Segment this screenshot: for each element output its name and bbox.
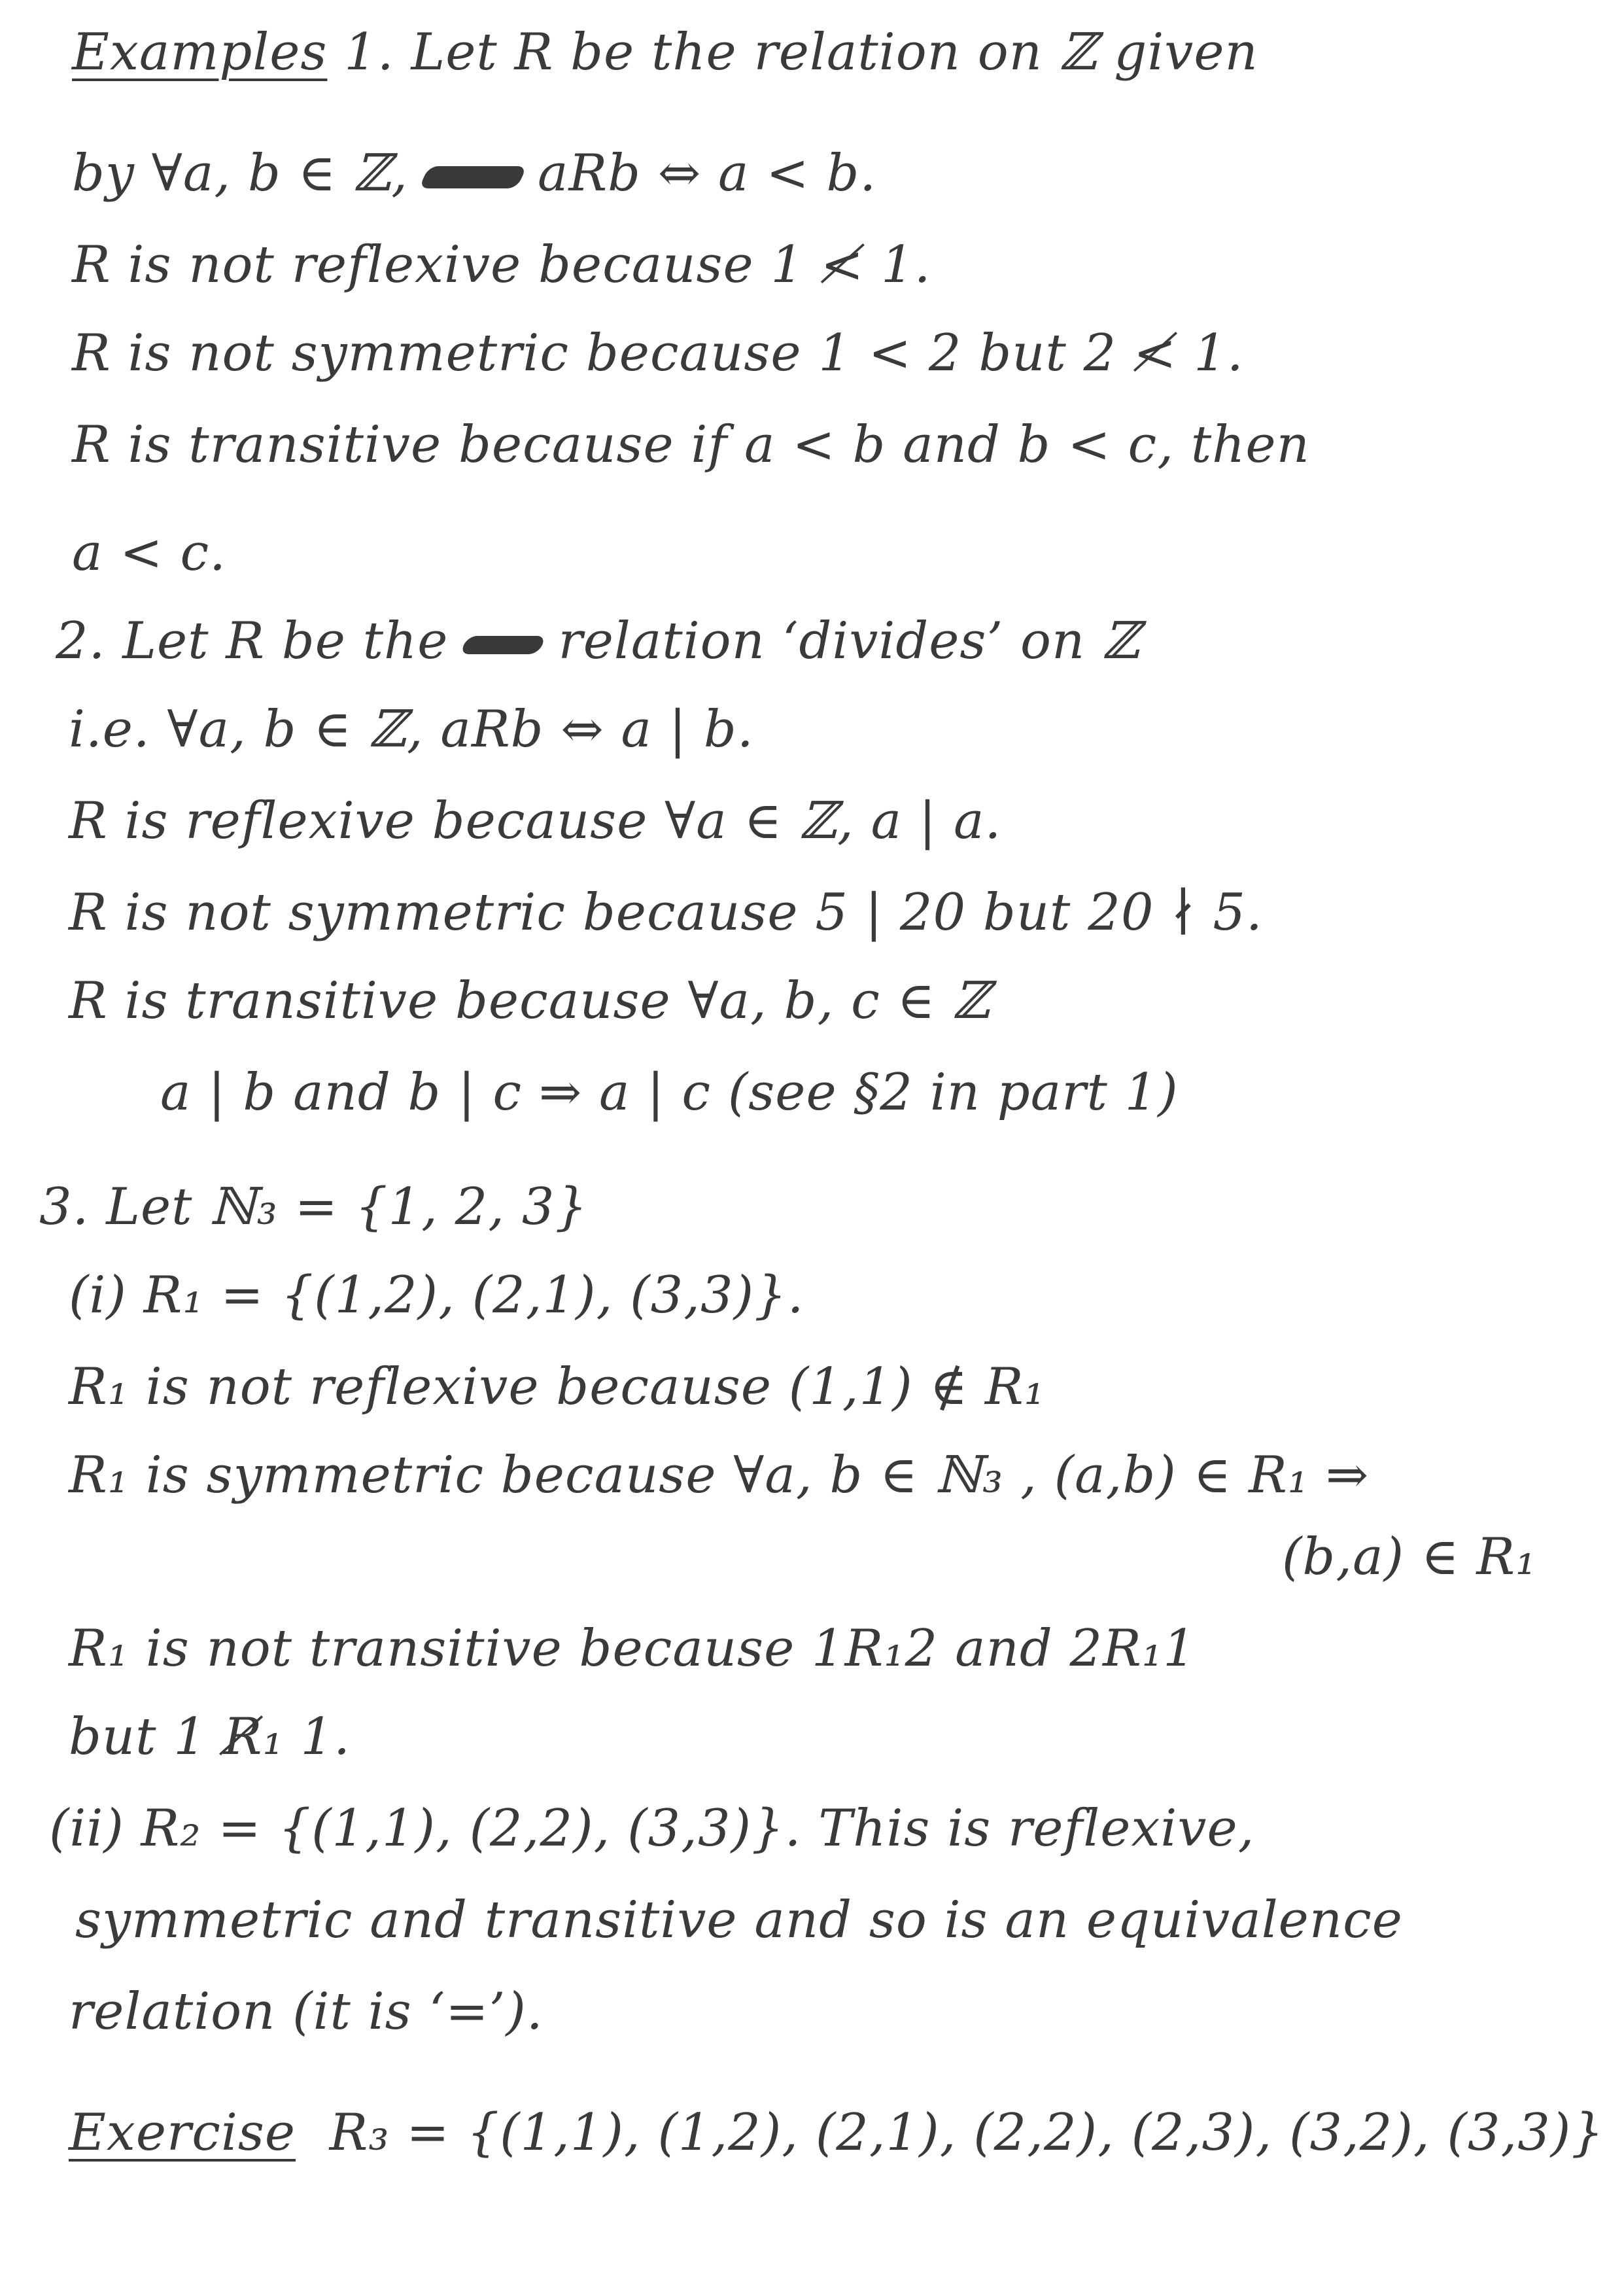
example-2-transitive-reason: a | b and b | c ⇒ a | c (see §2 in part 1) bbox=[160, 1063, 1179, 1122]
example-3-set: 3. Let ℕ₃ = {1, 2, 3} bbox=[39, 1178, 589, 1236]
example-1-conclusion: a < c. bbox=[72, 523, 226, 582]
examples-heading: Examples bbox=[72, 23, 328, 82]
example-1-transitive: R is transitive because if a < b and b < c, then bbox=[72, 415, 1310, 474]
example-1-symmetric: R is not symmetric because 1 < 2 but 2 ≮ 1. bbox=[72, 324, 1244, 383]
example-3-r1-symmetric-cont: (b,a) ∈ R₁ bbox=[1282, 1528, 1537, 1586]
example-2-definition: i.e. ∀a, b ∈ ℤ, aRb ⇔ a | b. bbox=[69, 700, 754, 759]
exercise-gap bbox=[296, 2103, 330, 2162]
example-1-line-2 bbox=[72, 141, 876, 206]
example-3-r2-definition: (ii) R₂ = {(1,1), (2,2), (3,3)}. This is reflexive, bbox=[49, 1799, 1255, 1858]
example-2-symmetric: R is not symmetric because 5 | 20 but 20 ∤ 5. bbox=[69, 883, 1263, 942]
example-2-intro: 2. Let R be the bbox=[56, 612, 449, 671]
crossed-out-scribble bbox=[419, 166, 527, 188]
example-1-line-1 bbox=[72, 20, 1258, 85]
exercise-r3-definition: R₃ = {(1,1), (1,2), (2,1), (2,2), (2,3), (3,2), (3,3)} bbox=[329, 2103, 1604, 2162]
example-1-definition: aRb ⇔ a < b. bbox=[537, 144, 877, 203]
example-3-r1-transitive: R₁ is not transitive because 1R₁2 and 2R₁1 bbox=[69, 1619, 1196, 1678]
example-2-line-1 bbox=[56, 608, 1140, 674]
example-3-r2-conclusion: relation (it is ‘=’). bbox=[69, 1982, 544, 2041]
example-3-r2-properties: symmetric and transitive and so is an equivalence bbox=[75, 1891, 1403, 1950]
example-3-r1-definition: (i) R₁ = {(1,2), (2,1), (3,3)}. bbox=[69, 1266, 804, 1325]
example-1-line-1-text: 1. Let R be the relation on ℤ given bbox=[327, 23, 1258, 82]
example-3-r1-reflexive: R₁ is not reflexive because (1,1) ∉ R₁ bbox=[69, 1358, 1045, 1416]
example-1-reflexive: R is not reflexive because 1 ≮ 1. bbox=[72, 236, 931, 294]
crossed-out-scribble-2 bbox=[460, 636, 547, 654]
example-3-r1-transitive-reason: but 1 R̸₁ 1. bbox=[69, 1708, 351, 1766]
example-2-reflexive: R is reflexive because ∀a ∈ ℤ, a | a. bbox=[69, 792, 1002, 850]
example-2-transitive: R is transitive because ∀a, b, c ∈ ℤ bbox=[69, 972, 991, 1030]
example-3-r1-symmetric: R₁ is symmetric because ∀a, b ∈ ℕ₃ , (a,b) ∈ R₁ ⇒ bbox=[69, 1446, 1370, 1505]
example-1-quantifier: by ∀a, b ∈ ℤ, bbox=[72, 144, 408, 203]
example-2-relation: relation ‘divides’ on ℤ bbox=[558, 612, 1140, 671]
exercise-line bbox=[69, 2100, 1604, 2165]
exercise-label: Exercise bbox=[69, 2103, 296, 2162]
